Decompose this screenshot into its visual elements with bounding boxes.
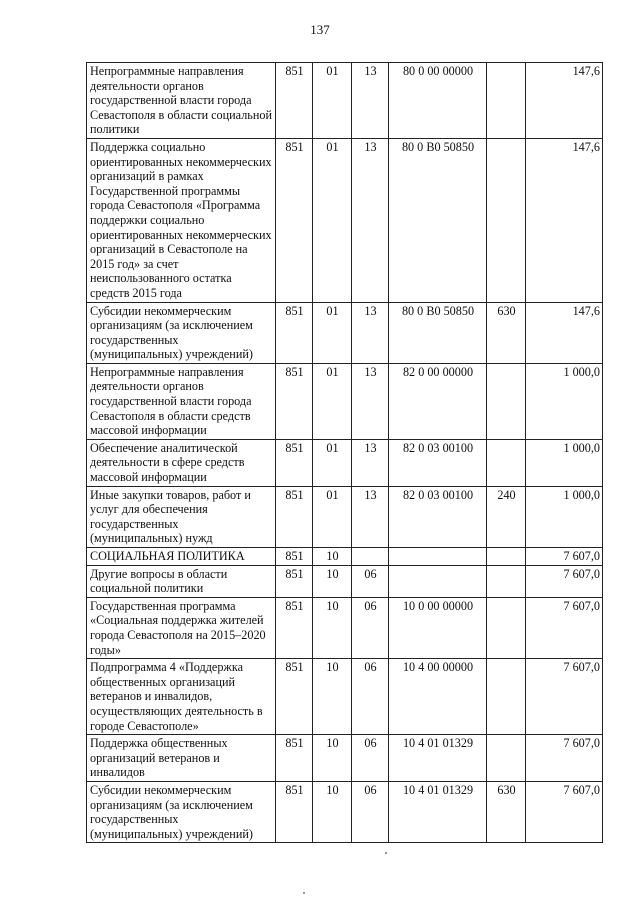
row-amount: 7 607,0: [526, 781, 603, 842]
row-subsection-code: [352, 548, 389, 566]
table-row: [87, 781, 603, 842]
row-expense-type: 240: [487, 486, 526, 547]
row-name: Подпрограмма 4 «Поддержка общественных организаций ветеранов и инвалидов, осуществляющих деятельность в городе Севастополе»: [87, 659, 276, 735]
row-name: Поддержка социально ориентированных некоммерческих организаций в рамках Государственной программы города Севастополя «Программа поддержки социально ориентированных некоммерческих организаций в Севастополе на 2015 год» за счет неиспользованного остатка средств 2015 года: [87, 138, 276, 302]
row-subsection-code: 06: [352, 659, 389, 735]
row-target-code: 82 0 03 00100: [389, 486, 487, 547]
row-target-code: 82 0 00 00000: [389, 363, 487, 439]
table-row: [87, 565, 603, 597]
row-admin-code: 851: [276, 548, 313, 566]
row-amount: 1 000,0: [526, 439, 603, 486]
row-expense-type: [487, 735, 526, 782]
table-row: [87, 735, 603, 782]
row-admin-code: 851: [276, 439, 313, 486]
row-target-code: 82 0 03 00100: [389, 439, 487, 486]
row-section-code: 10: [313, 781, 352, 842]
table-row: [87, 363, 603, 439]
row-admin-code: 851: [276, 565, 313, 597]
row-target-code: 10 4 00 00000: [389, 659, 487, 735]
table-row: [87, 63, 603, 139]
row-section-code: 01: [313, 486, 352, 547]
row-amount: 7 607,0: [526, 659, 603, 735]
row-subsection-code: 06: [352, 597, 389, 658]
row-expense-type: 630: [487, 781, 526, 842]
row-name: СОЦИАЛЬНАЯ ПОЛИТИКА: [87, 548, 276, 566]
row-target-code: 10 4 01 01329: [389, 781, 487, 842]
row-admin-code: 851: [276, 138, 313, 302]
row-admin-code: 851: [276, 302, 313, 363]
row-section-code: 10: [313, 597, 352, 658]
row-target-code: 80 0 B0 50850: [389, 302, 487, 363]
row-amount: 147,6: [526, 138, 603, 302]
row-expense-type: [487, 63, 526, 139]
table-row: [87, 659, 603, 735]
budget-table-body: [87, 63, 603, 843]
table-row: [87, 548, 603, 566]
row-admin-code: 851: [276, 659, 313, 735]
row-amount: 7 607,0: [526, 565, 603, 597]
row-section-code: 10: [313, 565, 352, 597]
row-subsection-code: 06: [352, 735, 389, 782]
row-subsection-code: 13: [352, 63, 389, 139]
row-expense-type: [487, 363, 526, 439]
row-name: Обеспечение аналитической деятельности в сфере средств массовой информации: [87, 439, 276, 486]
table-row: [87, 138, 603, 302]
row-expense-type: 630: [487, 302, 526, 363]
row-subsection-code: 13: [352, 486, 389, 547]
row-subsection-code: 06: [352, 565, 389, 597]
row-target-code: 10 0 00 00000: [389, 597, 487, 658]
table-row: [87, 302, 603, 363]
row-name: Непрограммные направления деятельности органов государственной власти города Севастополя в области социальной политики: [87, 63, 276, 139]
row-target-code: [389, 548, 487, 566]
row-section-code: 01: [313, 363, 352, 439]
row-admin-code: 851: [276, 363, 313, 439]
row-target-code: 80 0 B0 50850: [389, 138, 487, 302]
row-subsection-code: 13: [352, 439, 389, 486]
row-section-code: 01: [313, 439, 352, 486]
row-subsection-code: 06: [352, 781, 389, 842]
budget-table: [86, 62, 603, 843]
row-admin-code: 851: [276, 597, 313, 658]
row-section-code: 01: [313, 138, 352, 302]
row-amount: 1 000,0: [526, 486, 603, 547]
table-row: [87, 439, 603, 486]
row-name: Иные закупки товаров, работ и услуг для обеспечения государственных (муниципальных) нужд: [87, 486, 276, 547]
row-name: Поддержка общественных организаций ветеранов и инвалидов: [87, 735, 276, 782]
row-admin-code: 851: [276, 63, 313, 139]
row-section-code: 01: [313, 63, 352, 139]
row-target-code: [389, 565, 487, 597]
row-section-code: 10: [313, 735, 352, 782]
scan-speck: [303, 892, 305, 894]
row-amount: 7 607,0: [526, 597, 603, 658]
page-number: 137: [310, 22, 330, 37]
row-section-code: 10: [313, 548, 352, 566]
row-expense-type: [487, 439, 526, 486]
row-name: Субсидии некоммерческим организациям (за исключением государственных (муниципальных) учреждений): [87, 302, 276, 363]
row-section-code: 01: [313, 302, 352, 363]
row-expense-type: [487, 659, 526, 735]
row-admin-code: 851: [276, 781, 313, 842]
row-expense-type: [487, 548, 526, 566]
row-admin-code: 851: [276, 735, 313, 782]
row-admin-code: 851: [276, 486, 313, 547]
row-subsection-code: 13: [352, 138, 389, 302]
row-expense-type: [487, 597, 526, 658]
row-target-code: 80 0 00 00000: [389, 63, 487, 139]
row-subsection-code: 13: [352, 302, 389, 363]
row-expense-type: [487, 565, 526, 597]
row-amount: 147,6: [526, 63, 603, 139]
row-amount: 147,6: [526, 302, 603, 363]
row-name: Субсидии некоммерческим организациям (за исключением государственных (муниципальных) учреждений): [87, 781, 276, 842]
scan-speck: [385, 852, 387, 854]
row-target-code: 10 4 01 01329: [389, 735, 487, 782]
row-amount: 1 000,0: [526, 363, 603, 439]
row-name: Другие вопросы в области социальной политики: [87, 565, 276, 597]
row-amount: 7 607,0: [526, 735, 603, 782]
row-expense-type: [487, 138, 526, 302]
row-amount: 7 607,0: [526, 548, 603, 566]
table-row: [87, 486, 603, 547]
row-subsection-code: 13: [352, 363, 389, 439]
row-name: Непрограммные направления деятельности органов государственной власти города Севастополя в области средств массовой информации: [87, 363, 276, 439]
table-row: [87, 597, 603, 658]
row-name: Государственная программа «Социальная поддержка жителей города Севастополя на 2015–2020 годы»: [87, 597, 276, 658]
row-section-code: 10: [313, 659, 352, 735]
